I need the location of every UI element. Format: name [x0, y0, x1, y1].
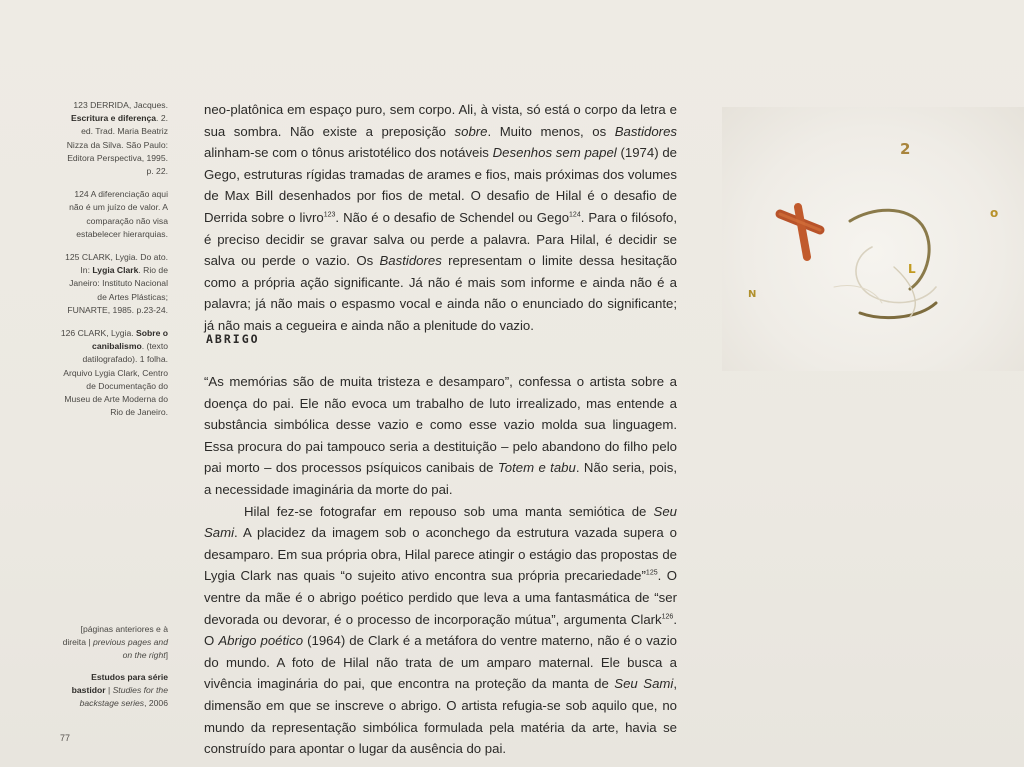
page-number: 77	[60, 733, 71, 743]
text-run: (1974) de Gego, estruturas rígidas tramadas de arames e fios, mais próximas dos volumes de Max Bill desenhados por fios de metal. O desafio de Hilal é o desafio de Derrida sobre o livro	[204, 145, 678, 225]
caption-pages	[60, 623, 168, 663]
text-run: (1964) de Clark é a metáfora do ventre materno, não é o vazio do mundo. A foto de Hilal não trata de um amparo maternal. Ele busca a vivência imaginária do pai, que encontra na proteção da manta de	[204, 633, 677, 692]
footnote-rest: . Rio de Janeiro: Instituto Nacional de Artes Plásticas; FUNARTE, 1985. p.23-24.	[67, 265, 168, 315]
footnote-ref-125[interactable]: 125	[645, 569, 658, 577]
footnote-number: 124	[74, 189, 89, 200]
text-run: . Para o filósofo, é preciso decidir se gravar salva ou perde a palavra. Para Hilal, é decidir se salva ou perde o vazio. Os	[204, 209, 678, 269]
footnotes-column	[60, 99, 168, 429]
footnote-pre: CLARK, Lygia.	[77, 328, 136, 339]
caption-pages-pt: [páginas anteriores e à direita |	[62, 624, 168, 648]
text-run: . O ventre da mãe é o abrigo poético perdido que leva a uma fantasmática de “ser devorada ou devorar, é o processo de incorporação mútua”, argumenta Clark	[204, 568, 677, 627]
text-run: representam o limite dessa hesitação como a própria ação significante. Já não é mais som informe e ainda não é a palavra; já não mais o espasmo vocal e ainda não o enunciado do significante; já não mais a cegueira e ainda não a plenitude do vazio.	[204, 253, 677, 333]
italic-run: sobre	[454, 123, 488, 139]
footnote-title: Escritura e diferença	[71, 113, 157, 124]
footnote-title: Sobre o canibalismo	[92, 328, 168, 352]
text-run: . A placidez da imagem sob o aconchego da estrutura vazada supera o desamparo. Em sua própria obra, Hilal parece atingir o estágio das propostas de Lygia Clark nas quais “o sujeito ativo encontra sua própria precariedade”	[204, 525, 677, 584]
paragraph-2	[204, 371, 677, 501]
red-cross-shape	[780, 207, 820, 257]
italic-run: Totem e tabu	[497, 460, 576, 476]
text-run: Hilal fez-se fotografar em repouso sob uma manta semiótica de	[244, 503, 654, 519]
glyph-o: o	[990, 206, 999, 220]
caption-separator: |	[105, 684, 113, 695]
text-run: , dimensão em que se inscreve o abrigo. O artista refugia-se sob aquilo que, no mundo da representação simbólica formulada pela matéria da arte, havia se construído para apontar o lugar da ausência do pai.	[204, 676, 677, 757]
footnote-text: A diferenciação aqui não é um juízo de valor. A comparação não visa estabelecer hierarquias.	[69, 189, 168, 239]
caption-work	[60, 671, 168, 711]
glyph-two: 2	[900, 140, 911, 158]
caption-pages-end: ]	[165, 650, 168, 661]
italic-run: Abrigo poético	[218, 633, 304, 649]
main-text-bottom	[204, 371, 677, 760]
footnote-126	[60, 327, 168, 419]
artwork-illustration	[722, 107, 1024, 371]
text-run: . Não seria, pois, a necessidade imaginária da morte do pai.	[204, 460, 677, 497]
paragraph-1	[204, 99, 677, 337]
footnote-number: 125	[65, 252, 80, 263]
wire-loops	[834, 210, 936, 317]
text-run: . O	[204, 611, 677, 649]
text-run: . Muito menos, os	[487, 123, 615, 139]
footnote-author: DERRIDA, Jacques.	[90, 100, 168, 110]
italic-run: Bastidores	[614, 123, 677, 139]
text-run: alinham-se com o tônus aristotélico dos notáveis	[204, 145, 493, 161]
main-text-top	[204, 99, 677, 337]
text-run: neo-platônica em espaço puro, sem corpo. Ali, à vista, só está o corpo da letra e sua sombra. Não existe a preposição	[204, 102, 677, 139]
footnote-rest: . 2. ed. Trad. Maria Beatriz Nizza da Silva. São Paulo: Editora Perspectiva, 1995. p. 22.	[66, 113, 168, 177]
footnote-ref-124[interactable]: 124	[569, 211, 581, 219]
caption-pages-en: previous pages and on the right	[92, 637, 168, 661]
italic-run: Seu Sami	[614, 676, 674, 692]
footnote-124	[60, 188, 168, 241]
text-run: . Não é o desafio de Schendel ou Gego	[335, 209, 570, 225]
italic-run: Seu Sami	[204, 503, 677, 541]
section-heading: ABRIGO	[206, 332, 260, 346]
artwork-photo	[722, 107, 1024, 371]
glyph-l: L	[908, 262, 916, 276]
footnote-123	[60, 99, 168, 178]
italic-run: Desenhos sem papel	[492, 145, 617, 161]
image-caption	[60, 623, 168, 710]
paragraph-3	[204, 501, 677, 760]
footnote-ref-126[interactable]: 126	[661, 613, 674, 621]
caption-title-en: Studies for the backstage series	[79, 684, 168, 709]
caption-year: , 2006	[144, 698, 168, 709]
italic-run: Bastidores	[379, 253, 442, 269]
footnote-pre: CLARK, Lygia. Do ato. In:	[80, 252, 168, 276]
footnote-ref-123[interactable]: 123	[323, 211, 336, 219]
glyph-n: N	[748, 289, 757, 300]
footnote-125	[60, 251, 168, 317]
footnote-rest: . (texto datilografado). 1 folha. Arquivo Lygia Clark, Centro de Documentação do Museu de Arte Moderna do Rio de Janeiro.	[63, 341, 168, 418]
text-run: “As memórias são de muita tristeza e desamparo”, confessa o artista sobre a doença do pai. Ele não evoca um trabalho de luto irrealizado, mas entende a substância simbólica desse vazio e como esse vazio molda sua linguagem. Essa procura do pai tampouco seria a destituição – pelo abandono do filho pelo pai morto – dos processos psíquicos canibais de	[204, 374, 677, 476]
caption-title-pt: Estudos para série bastidor	[71, 671, 168, 695]
footnote-number: 123	[73, 100, 88, 110]
footnote-title: Lygia Clark	[92, 265, 139, 276]
footnote-number: 126	[60, 328, 76, 339]
